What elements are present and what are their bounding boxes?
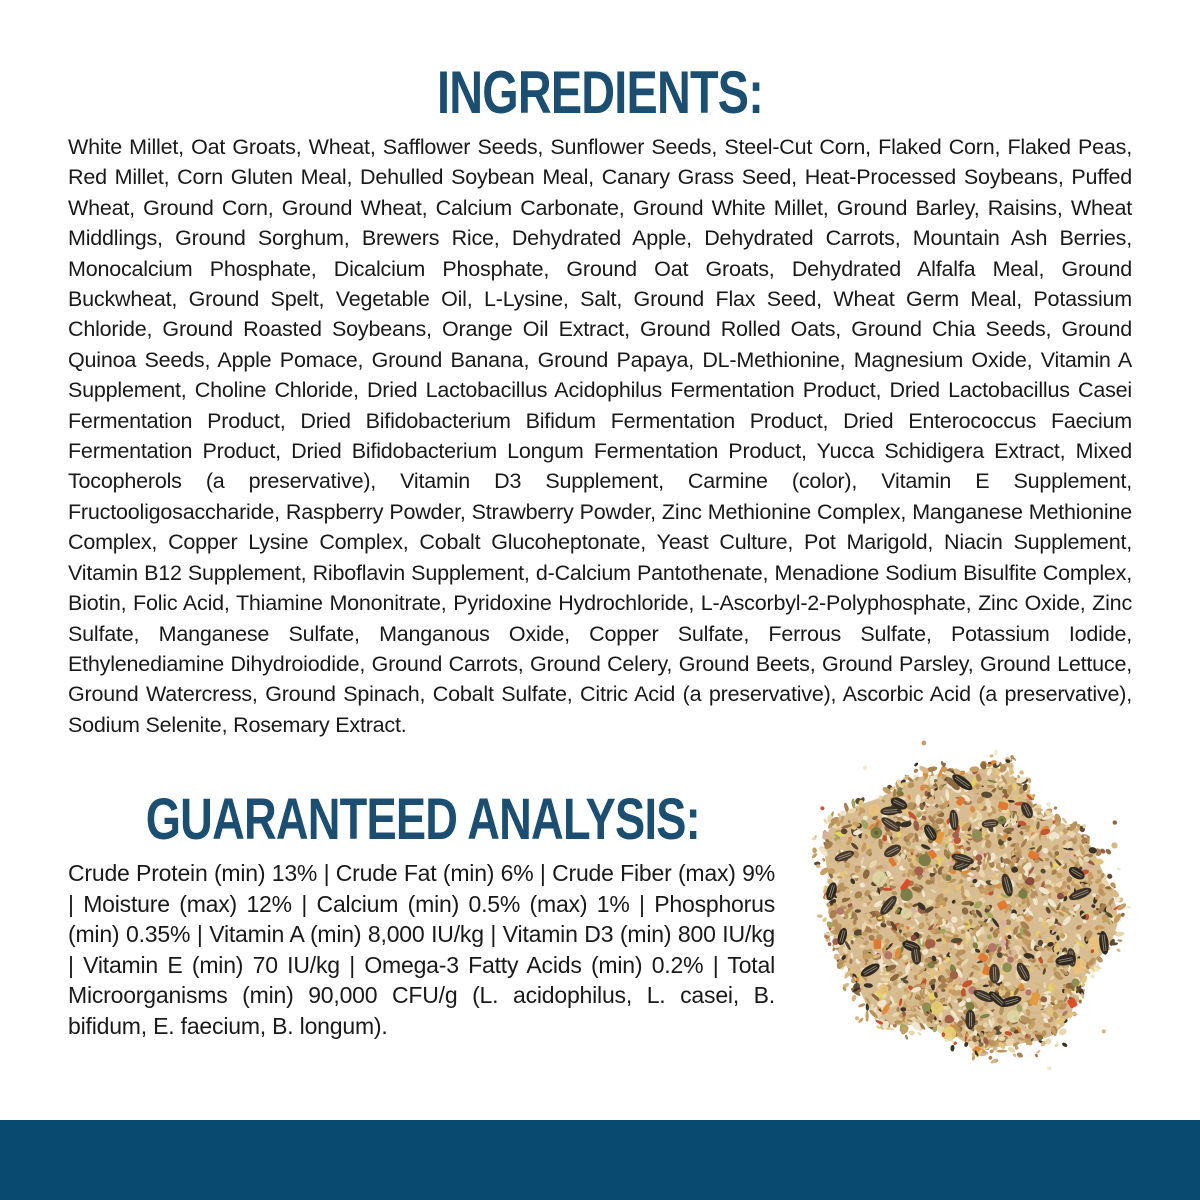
ingredients-text: White Millet, Oat Groats, Wheat, Safflower Seeds, Sunflower Seeds, Steel-Cut Corn, Flaked Corn, Flaked Peas, Red Millet, Corn Gluten Meal, Dehulled Soybean Meal, Canary Grass Seed, Heat-Processed Soybeans, Puffed Wheat, Ground Corn, Ground Wheat, Calcium Carbonate, Ground White Millet, Ground Barley, Raisins, Wheat Middlings, Ground Sorghum, Brewers Rice, Dehydrated Apple, Dehydrated Carrots, Mountain Ash Berries, Monocalcium Phosphate, Dicalcium Phosphate, Ground Oat Groats, Dehydrated Alfalfa Meal, Ground Buckwheat, Ground Spelt, Vegetable Oil, L-Lysine, Salt, Ground Flax Seed, Wheat Germ Meal, Potassium Chloride, Ground Roasted Soybeans, Orange Oil Extract, Ground Rolled Oats, Ground Chia Seeds, Ground Quinoa Seeds, Apple Pomace, Ground Banana, Ground Papaya, DL-Methionine, Magnesium Oxide, Vitamin A Supplement, Choline Chloride, Dried Lactobacillus Acidophilus Fermentation Product, Dried Lactobacillus Casei Fermentation Product, Dried Bifidobacterium Bifidum Fermentation Product, Dried Enterococcus Faecium Fermentation Product, Dried Bifidobacterium Longum Fermentation Product, Yucca Schidigera Extract, Mixed Tocopherols (a preservative), Vitamin D3 Supplement, Carmine (color), Vitamin E Supplement, Fructooligosaccharide, Raspberry Powder, Strawberry Powder, Zinc Methionine Complex, Manganese Methionine Complex, Copper Lysine Complex, Cobalt Glucoheptonate, Yeast Culture, Pot Marigold, Niacin Supplement, Vitamin B12 Supplement, Riboflavin Supplement, d-Calcium Pantothenate, Menadione Sodium Bisulfite Complex, Biotin, Folic Acid, Thiamine Mononitrate, Pyridoxine Hydrochloride, L-Ascorbyl-2-Polyphosphate, Zinc Oxide, Zinc Sulfate, Manganese Sulfate, Manganous Oxide, Copper Sulfate, Ferrous Sulfate, Potassium Iodide, Ethylenediamine Dihydroiodide, Ground Carrots, Ground Celery, Ground Beets, Ground Parsley, Ground Lettuce, Ground Watercress, Ground Spinach, Cobalt Sulfate, Citric Acid (a preservative), Ascorbic Acid (a preservative), Sodium Selenite, Rosemary Extract. bbox=[68, 135, 1132, 737]
seed-mix-photo bbox=[795, 726, 1140, 1090]
guaranteed-analysis-heading: GUARANTEED ANALYSIS: bbox=[145, 787, 700, 852]
footer-accent-bar bbox=[0, 1120, 1200, 1200]
ingredients-heading: INGREDIENTS: bbox=[436, 59, 764, 126]
guaranteed-analysis-text: Crude Protein (min) 13% | Crude Fat (min) 6% | Crude Fiber (max) 9% | Moisture (max) 12% | Calcium (min) 0.5% (max) 1% | Phosphorus (min) 0.35% | Vitamin A (min) 8,000 IU/kg | Vitamin D3 (min) 800 IU/kg | Vitamin E (min) 70 IU/kg | Omega-3 Fatty Acids (min) 0.2% | Total Microorganisms (min) 90,000 CFU/g (L. acidophilus, L. casei, B. bifidum, E. faecium, B. longum). bbox=[68, 860, 775, 1039]
